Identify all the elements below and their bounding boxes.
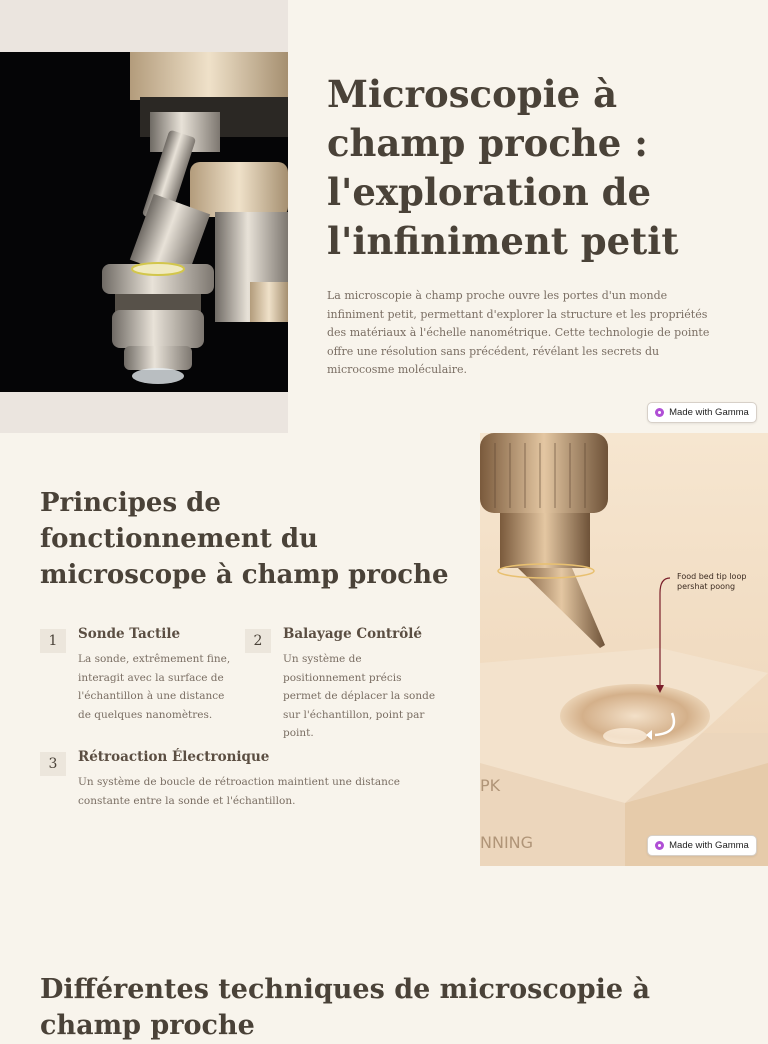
microscope-image-frame (0, 0, 288, 433)
intro-paragraph: La microscopie à champ proche ouvre les portes d'un monde infiniment petit, permettant d'explorer la structure et les propriétés des matériaux à l'échelle nanométrique. Cette technologie de pointe offre une résolution sans précédent, révélant les secrets du microcosme moléculaire. (327, 289, 710, 376)
step-text: Un système de boucle de rétroaction maintient une distance constante entre la sonde et l'échantillon. (78, 776, 401, 807)
techniques-slide (0, 866, 768, 1041)
step-text: La sonde, extrêmement fine, interagit avec la surface de l'échantillon à une distance de quelques nanomètres. (78, 653, 231, 721)
step-title: Balayage Contrôlé (283, 626, 422, 642)
principles-slide (0, 433, 768, 866)
step-number: 1 (40, 629, 66, 653)
image-text-nning: NNING (480, 833, 534, 852)
badge-label: Made with Gamma (669, 407, 749, 418)
probe-illustration (480, 433, 768, 866)
hero-slide (0, 0, 768, 433)
gamma-logo-icon (655, 841, 664, 850)
section-title: Principes de fonctionnement du microscope à champ proche (40, 488, 449, 590)
page-title: Microscopie à champ proche : l'exploration de l'infiniment petit (327, 72, 679, 263)
microscope-image (0, 52, 288, 392)
image-annotation: Food bed tip loop pershat poong (677, 572, 747, 591)
image-text-pk: PK (480, 776, 501, 795)
badge-label: Made with Gamma (669, 840, 749, 851)
step-title: Rétroaction Électronique (78, 749, 270, 765)
step-title: Sonde Tactile (78, 626, 181, 642)
probe-tip-image (480, 433, 768, 866)
section-title: Différentes techniques de microscopie à champ proche (40, 974, 651, 1041)
made-with-gamma-badge[interactable] (647, 835, 757, 856)
made-with-gamma-badge[interactable] (647, 402, 757, 423)
microscope-illustration (0, 52, 288, 392)
step-number: 2 (245, 629, 271, 653)
gamma-logo-icon (655, 408, 664, 417)
step-text: Un système de positionnement précis permet de déplacer la sonde sur l'échantillon, point par point. (283, 653, 436, 739)
step-number: 3 (40, 752, 66, 776)
